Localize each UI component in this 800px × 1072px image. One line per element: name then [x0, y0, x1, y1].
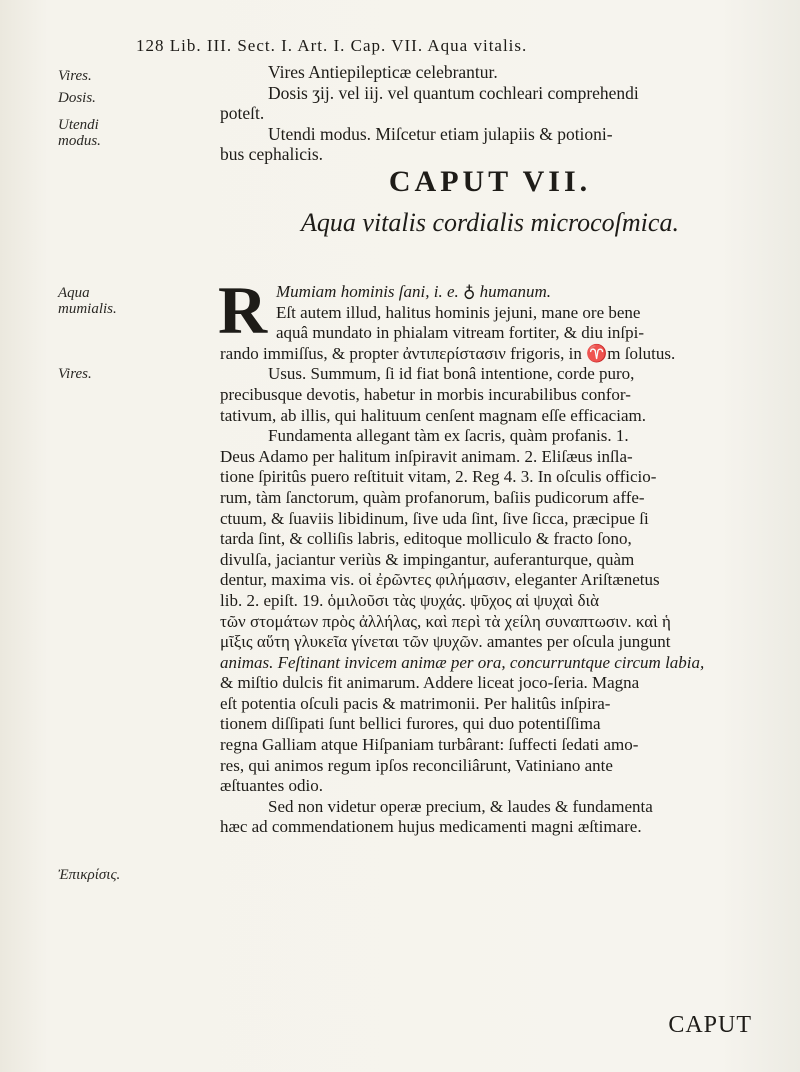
text-line: Eſt autem illud, halitus hominis jejuni, mane ore bene	[276, 302, 641, 322]
text-line: divulſa, jaciantur veriùs & impingantur, auferanturque, quàm	[220, 549, 635, 569]
text-line: rando immiſſus, & propter ἀντιπερίστασιν frigoris, in ♈m ſolutus.	[220, 343, 676, 363]
text-line: lib. 2. epiſt. 19. ὁμιλοῦσι τὰς ψυχάς. ψῦχος αἱ ψυχαὶ διὰ	[220, 590, 599, 610]
running-header: 128 Lib. III. Sect. I. Art. I. Cap. VII. Aqua vitalis.	[136, 36, 528, 55]
catchword: CAPUT	[668, 1012, 752, 1038]
text-line: τῶν στομάτων πρὸς ἀλλήλας, καὶ περὶ τὰ χείλη συναπτωσιν. καὶ ἡ	[220, 611, 671, 631]
text-line: & miſtio dulcis fit animarum. Addere liceat joco-ſeria. Magna	[220, 673, 640, 693]
text-line: Fundamenta allegant tàm ex ſacris, quàm profanis. 1.	[268, 426, 629, 446]
text-line: ctuum, & ſuaviis libidinum, ſive uda ſint, ſive ſicca, præcipue ſi	[220, 508, 649, 528]
margin-note-vires-2: Vires.	[58, 366, 92, 382]
text-line: poteſt.	[220, 103, 265, 124]
text-line: Dosis ʒij. vel iij. vel quantum cochleari comprehendi	[268, 82, 639, 103]
text-line: aquâ mundato in phialam vitream fortiter, & diu inſpi-	[276, 323, 645, 343]
chapter-subtitle: Aqua vitalis cordialis microcoſmica.	[301, 208, 679, 237]
text-line: hæc ad commendationem hujus medicamenti magni æſtimare.	[220, 817, 642, 837]
text-line: Mumiam hominis ſani, i. e. ♁ humanum.	[276, 282, 551, 301]
text-line: tionem diſſipati ſunt bellici furores, qui duo potentiſſima	[220, 714, 601, 734]
margin-note-utendi: Utendi modus.	[58, 117, 101, 149]
text-line: Deus Adamo per halitum inſpiravit animam. 2. Eliſæus inſla-	[220, 446, 633, 466]
text-line: Vires Antiepilepticæ celebrantur.	[268, 62, 498, 82]
text-line: precibusque devotis, habetur in morbis incurabilibus confor-	[220, 384, 631, 404]
chapter-body	[218, 272, 765, 838]
text-line: eſt potentia oſculi pacis & matrimonii. Per halitûs inſpira-	[220, 693, 611, 713]
text-line: tarda ſint, & colliſis labris, editoque molliculo & fracto ſono,	[220, 529, 632, 549]
text-line: Sed non videtur operæ precium, & laudes & fundamenta	[268, 796, 653, 816]
margin-note-aqua: Aqua mumialis.	[58, 285, 117, 317]
text-line: tione ſpiritûs puero reſtituit vitam, 2. Reg 4. 3. In oſculis officio-	[220, 467, 657, 487]
text-line: æſtuantes odio.	[220, 776, 323, 796]
drop-cap: R	[218, 272, 268, 348]
margin-note-dosis: Dosis.	[58, 90, 96, 106]
text-line: rum, tàm ſanctorum, quàm profanorum, baſiis pudicorum affe-	[220, 487, 645, 507]
margin-note-vires: Vires.	[58, 68, 92, 84]
chapter-title: CAPUT VII.	[388, 165, 592, 198]
previous-chapter-end	[220, 62, 760, 165]
text-line: μῖξις αὕτη γλυκεῖα γίνεται τῶν ψυχῶν. amantes per oſcula jungunt	[220, 632, 671, 652]
text-line: bus cephalicis.	[220, 144, 324, 165]
text-line: Usus. Summum, ſi id fiat bonâ intentione, corde puro,	[268, 364, 635, 384]
text-line: regna Galliam atque Hiſpaniam turbârant: ſuffecti ſedati amo-	[220, 735, 639, 755]
margin-note-epicrisis: Ἐπικρίσις.	[58, 867, 121, 883]
text-line: animas. Feſtinant invicem animæ per ora, concurruntque circum labia,	[220, 652, 705, 672]
text-line: tativum, ab illis, qui halituum cenſent magnam eſſe efficaciam.	[220, 405, 646, 425]
text-line: Utendi modus. Miſcetur etiam julapiis & potioni-	[268, 123, 613, 144]
text-line: res, qui animos regum ipſos reconciliârunt, Vatiniano ante	[220, 755, 613, 775]
text-line: dentur, maxima vis. οἱ ἐρῶντες φιλήμασιν, eleganter Ariſtænetus	[220, 570, 660, 590]
